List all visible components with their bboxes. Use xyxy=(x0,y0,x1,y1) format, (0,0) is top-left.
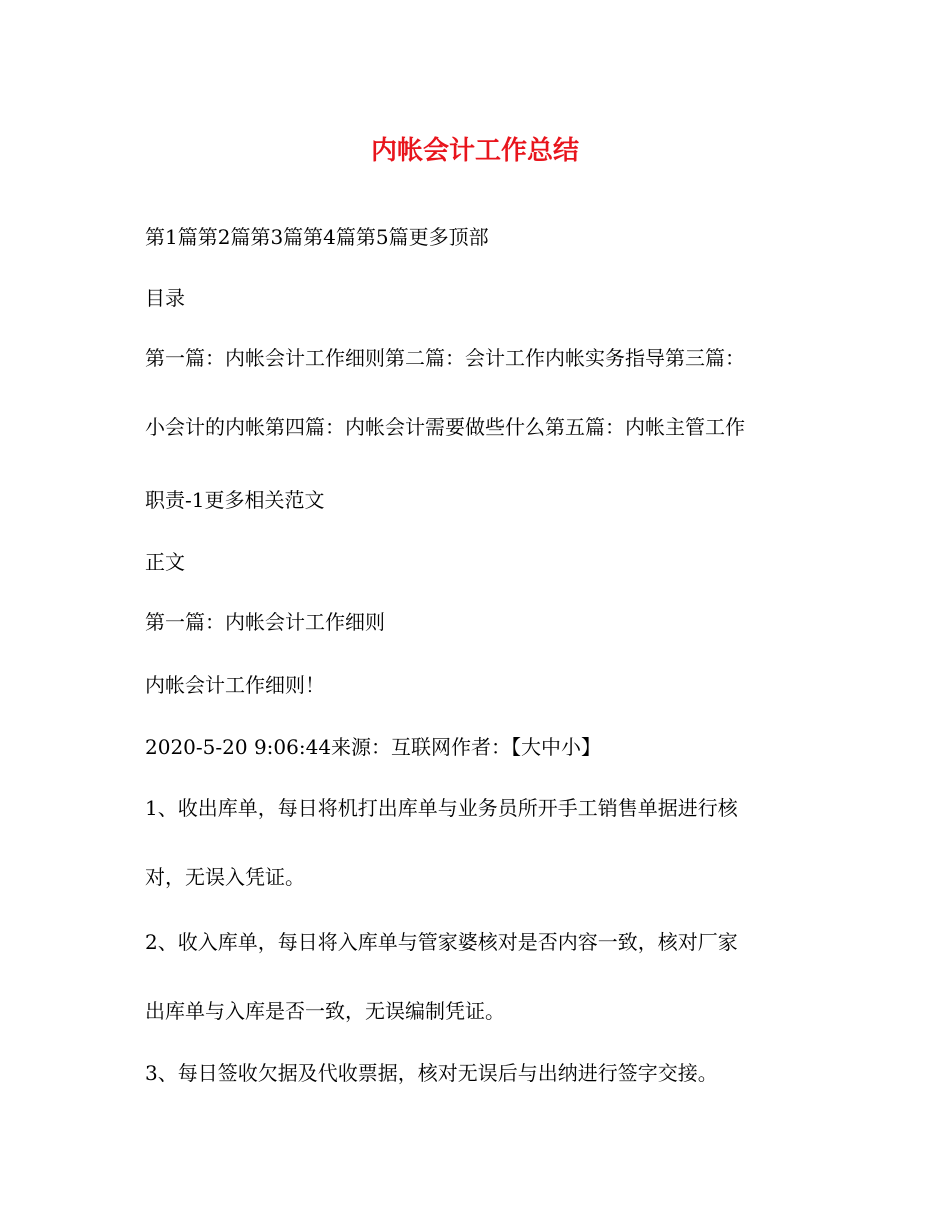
paragraph-line: 出库单与入库是否一致，无误编制凭证。 xyxy=(145,999,505,1023)
article-title: 内帐会计工作细则！ xyxy=(145,673,325,697)
toc-line: 职责-1更多相关范文 xyxy=(145,488,325,512)
toc-line: 第一篇：内帐会计工作细则第二篇：会计工作内帐实务指导第三篇： xyxy=(145,346,745,370)
toc-line: 小会计的内帐第四篇：内帐会计需要做些什么第五篇：内帐主管工作 xyxy=(145,415,745,439)
body-heading: 正文 xyxy=(145,550,185,574)
paragraph-line: 3、每日签收欠据及代收票据，核对无误后与出纳进行签字交接。 xyxy=(145,1061,718,1085)
section-heading: 第一篇：内帐会计工作细则 xyxy=(145,610,385,634)
paragraph-line: 2、收入库单，每日将入库单与管家婆核对是否内容一致，核对厂家 xyxy=(145,930,738,954)
article-meta: 2020-5-20 9:06:44来源：互联网作者：【大中小】 xyxy=(145,735,602,759)
paragraph-line: 1、收出库单，每日将机打出库单与业务员所开手工销售单据进行核 xyxy=(145,796,738,820)
article-nav-links[interactable]: 第1篇第2篇第3篇第4篇第5篇更多顶部 xyxy=(145,225,489,249)
paragraph-line: 对，无误入凭证。 xyxy=(145,865,305,889)
toc-heading: 目录 xyxy=(145,286,185,310)
document-title: 内帐会计工作总结 xyxy=(370,136,579,166)
